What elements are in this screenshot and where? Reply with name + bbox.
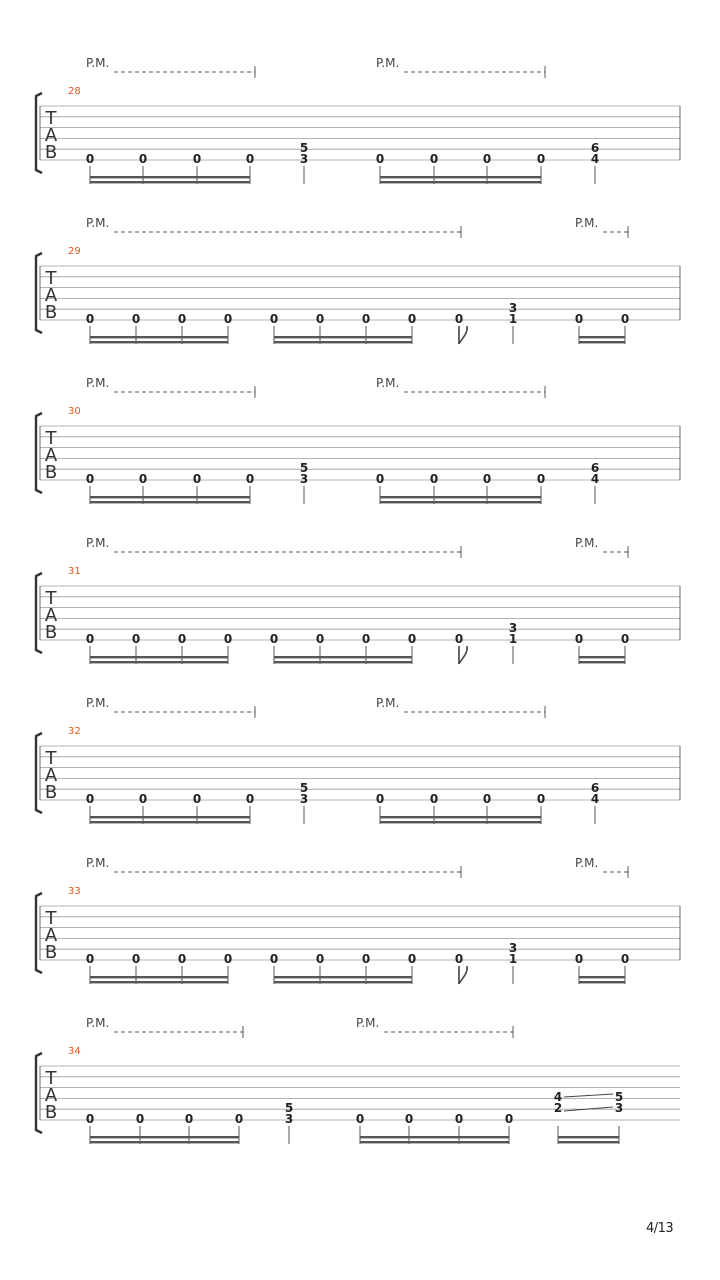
fret-number: 0 bbox=[404, 1112, 414, 1126]
tab-clef-a: A bbox=[44, 925, 58, 946]
fret-number: 3 bbox=[299, 792, 309, 806]
fret-number: 0 bbox=[361, 952, 371, 966]
fret-number: 0 bbox=[536, 472, 546, 486]
fret-number: 0 bbox=[131, 952, 141, 966]
beam bbox=[274, 656, 412, 658]
fret-number: 0 bbox=[429, 152, 439, 166]
fret-number: 3 bbox=[508, 941, 518, 955]
tab-system-32 bbox=[36, 696, 680, 824]
fret-number: 0 bbox=[177, 312, 187, 326]
fret-number: 0 bbox=[361, 312, 371, 326]
fret-number: 0 bbox=[192, 472, 202, 486]
palm-mute-label: P.M. bbox=[86, 856, 110, 870]
beam bbox=[90, 181, 250, 183]
fret-number: 0 bbox=[223, 312, 233, 326]
beam bbox=[380, 176, 541, 178]
tab-clef-a: A bbox=[44, 765, 58, 786]
tab-clef-a: A bbox=[44, 605, 58, 626]
fret-number: 3 bbox=[299, 472, 309, 486]
tab-system-33 bbox=[36, 856, 680, 984]
fret-number: 0 bbox=[429, 792, 439, 806]
beam bbox=[274, 661, 412, 663]
fret-number: 0 bbox=[245, 792, 255, 806]
fret-number: 0 bbox=[85, 952, 95, 966]
fret-number: 4 bbox=[590, 792, 600, 806]
fret-number: 0 bbox=[361, 632, 371, 646]
fret-number: 0 bbox=[454, 632, 464, 646]
tab-clef-t: T bbox=[45, 908, 57, 929]
beam bbox=[579, 976, 625, 978]
beam bbox=[90, 501, 250, 503]
fret-number: 0 bbox=[245, 152, 255, 166]
beam bbox=[274, 336, 412, 338]
tab-clef-a: A bbox=[44, 125, 58, 146]
measure-number: 28 bbox=[68, 86, 81, 97]
beam bbox=[274, 981, 412, 983]
fret-number: 5 bbox=[299, 781, 309, 795]
fret-number: 6 bbox=[590, 461, 600, 475]
tab-system-34 bbox=[36, 1016, 680, 1144]
palm-mute-label: P.M. bbox=[86, 376, 110, 390]
measure-number: 34 bbox=[68, 1046, 81, 1057]
fret-number: 0 bbox=[504, 1112, 514, 1126]
fret-number: 0 bbox=[315, 312, 325, 326]
fret-number: 0 bbox=[245, 472, 255, 486]
beam bbox=[579, 656, 625, 658]
fret-number: 0 bbox=[355, 1112, 365, 1126]
system-bracket bbox=[36, 93, 42, 173]
beam bbox=[380, 821, 541, 823]
fret-number: 0 bbox=[234, 1112, 244, 1126]
slide-line bbox=[564, 1094, 613, 1097]
measure-number: 30 bbox=[68, 406, 81, 417]
fret-number: 0 bbox=[85, 312, 95, 326]
tab-clef-b: B bbox=[44, 622, 58, 643]
fret-number: 0 bbox=[375, 472, 385, 486]
tab-clef-b: B bbox=[44, 782, 58, 803]
fret-number: 0 bbox=[85, 632, 95, 646]
fret-number: 0 bbox=[177, 632, 187, 646]
system-bracket bbox=[36, 733, 42, 813]
tab-system-30 bbox=[36, 376, 680, 504]
system-bracket bbox=[36, 253, 42, 333]
fret-number: 0 bbox=[269, 632, 279, 646]
fret-number: 0 bbox=[454, 1112, 464, 1126]
fret-number: 0 bbox=[429, 472, 439, 486]
fret-number: 0 bbox=[315, 632, 325, 646]
fret-number: 0 bbox=[574, 952, 584, 966]
fret-number: 0 bbox=[85, 152, 95, 166]
fret-number: 0 bbox=[620, 312, 630, 326]
fret-number: 0 bbox=[620, 632, 630, 646]
fret-number: 0 bbox=[482, 152, 492, 166]
beam bbox=[90, 981, 228, 983]
fret-number: 3 bbox=[508, 621, 518, 635]
beam bbox=[274, 976, 412, 978]
tab-clef-t: T bbox=[45, 268, 57, 289]
page-number: 4/13 bbox=[646, 1221, 674, 1236]
tab-clef-b: B bbox=[44, 942, 58, 963]
fret-number: 0 bbox=[138, 792, 148, 806]
fret-number: 1 bbox=[508, 632, 518, 646]
fret-number: 0 bbox=[315, 952, 325, 966]
fret-number: 3 bbox=[614, 1101, 624, 1115]
fret-number: 0 bbox=[536, 152, 546, 166]
fret-number: 0 bbox=[375, 152, 385, 166]
fret-number: 0 bbox=[135, 1112, 145, 1126]
fret-number: 6 bbox=[590, 781, 600, 795]
beam bbox=[90, 656, 228, 658]
tab-clef-b: B bbox=[44, 462, 58, 483]
fret-number: 0 bbox=[192, 792, 202, 806]
tab-clef-a: A bbox=[44, 285, 58, 306]
fret-number: 0 bbox=[184, 1112, 194, 1126]
fret-number: 0 bbox=[407, 632, 417, 646]
fret-number: 0 bbox=[482, 472, 492, 486]
fret-number: 0 bbox=[454, 952, 464, 966]
beam bbox=[579, 336, 625, 338]
beam bbox=[90, 661, 228, 663]
fret-number: 0 bbox=[85, 1112, 95, 1126]
beam bbox=[360, 1136, 509, 1138]
beam bbox=[90, 816, 250, 818]
tab-system-28 bbox=[36, 56, 680, 184]
tab-clef-t: T bbox=[45, 1068, 57, 1089]
note-flag bbox=[459, 646, 467, 664]
fret-number: 0 bbox=[138, 472, 148, 486]
beam bbox=[558, 1141, 619, 1143]
fret-number: 0 bbox=[574, 632, 584, 646]
fret-number: 5 bbox=[284, 1101, 294, 1115]
palm-mute-label: P.M. bbox=[86, 1016, 110, 1030]
beam bbox=[558, 1136, 619, 1138]
note-flag bbox=[459, 326, 467, 344]
fret-number: 3 bbox=[508, 301, 518, 315]
palm-mute-label: P.M. bbox=[86, 56, 110, 70]
beam bbox=[360, 1141, 509, 1143]
system-bracket bbox=[36, 413, 42, 493]
fret-number: 0 bbox=[620, 952, 630, 966]
fret-number: 3 bbox=[299, 152, 309, 166]
measure-number: 31 bbox=[68, 566, 81, 577]
tab-system-29 bbox=[36, 216, 680, 344]
beam bbox=[579, 661, 625, 663]
fret-number: 5 bbox=[299, 141, 309, 155]
system-bracket bbox=[36, 1053, 42, 1133]
fret-number: 0 bbox=[482, 792, 492, 806]
fret-number: 0 bbox=[536, 792, 546, 806]
system-bracket bbox=[36, 573, 42, 653]
palm-mute-label: P.M. bbox=[575, 536, 599, 550]
fret-number: 0 bbox=[407, 952, 417, 966]
measure-number: 32 bbox=[68, 726, 81, 737]
measure-number: 33 bbox=[68, 886, 81, 897]
fret-number: 3 bbox=[284, 1112, 294, 1126]
fret-number: 0 bbox=[131, 632, 141, 646]
tab-clef-a: A bbox=[44, 445, 58, 466]
fret-number: 0 bbox=[131, 312, 141, 326]
fret-number: 4 bbox=[553, 1090, 563, 1104]
beam bbox=[380, 181, 541, 183]
fret-number: 0 bbox=[407, 312, 417, 326]
system-bracket bbox=[36, 893, 42, 973]
beam bbox=[90, 176, 250, 178]
fret-number: 4 bbox=[590, 472, 600, 486]
beam bbox=[380, 496, 541, 498]
tab-clef-t: T bbox=[45, 108, 57, 129]
beam bbox=[90, 336, 228, 338]
palm-mute-label: P.M. bbox=[575, 216, 599, 230]
beam bbox=[90, 1136, 239, 1138]
beam bbox=[274, 341, 412, 343]
fret-number: 0 bbox=[223, 632, 233, 646]
palm-mute-label: P.M. bbox=[376, 56, 400, 70]
fret-number: 1 bbox=[508, 312, 518, 326]
palm-mute-label: P.M. bbox=[356, 1016, 380, 1030]
tab-clef-b: B bbox=[44, 302, 58, 323]
fret-number: 0 bbox=[85, 472, 95, 486]
fret-number: 0 bbox=[138, 152, 148, 166]
tab-clef-a: A bbox=[44, 1085, 58, 1106]
fret-number: 4 bbox=[590, 152, 600, 166]
fret-number: 0 bbox=[177, 952, 187, 966]
palm-mute-label: P.M. bbox=[86, 536, 110, 550]
beam bbox=[90, 1141, 239, 1143]
fret-number: 0 bbox=[574, 312, 584, 326]
palm-mute-label: P.M. bbox=[376, 376, 400, 390]
fret-number: 0 bbox=[85, 792, 95, 806]
beam bbox=[90, 976, 228, 978]
fret-number: 0 bbox=[223, 952, 233, 966]
measure-number: 29 bbox=[68, 246, 81, 257]
fret-number: 2 bbox=[553, 1101, 563, 1115]
fret-number: 1 bbox=[508, 952, 518, 966]
palm-mute-label: P.M. bbox=[575, 856, 599, 870]
beam bbox=[380, 501, 541, 503]
tab-clef-t: T bbox=[45, 748, 57, 769]
tab-system-31 bbox=[36, 536, 680, 664]
beam bbox=[380, 816, 541, 818]
fret-number: 0 bbox=[192, 152, 202, 166]
fret-number: 5 bbox=[299, 461, 309, 475]
tab-clef-b: B bbox=[44, 1102, 58, 1123]
beam bbox=[90, 496, 250, 498]
tab-clef-t: T bbox=[45, 428, 57, 449]
beam bbox=[579, 341, 625, 343]
fret-number: 5 bbox=[614, 1090, 624, 1104]
note-flag bbox=[459, 966, 467, 984]
fret-number: 0 bbox=[269, 952, 279, 966]
fret-number: 0 bbox=[454, 312, 464, 326]
palm-mute-label: P.M. bbox=[86, 696, 110, 710]
fret-number: 6 bbox=[590, 141, 600, 155]
beam bbox=[90, 821, 250, 823]
fret-number: 0 bbox=[269, 312, 279, 326]
beam bbox=[90, 341, 228, 343]
beam bbox=[579, 981, 625, 983]
fret-number: 0 bbox=[375, 792, 385, 806]
tab-clef-t: T bbox=[45, 588, 57, 609]
palm-mute-label: P.M. bbox=[86, 216, 110, 230]
palm-mute-label: P.M. bbox=[376, 696, 400, 710]
tab-clef-b: B bbox=[44, 142, 58, 163]
